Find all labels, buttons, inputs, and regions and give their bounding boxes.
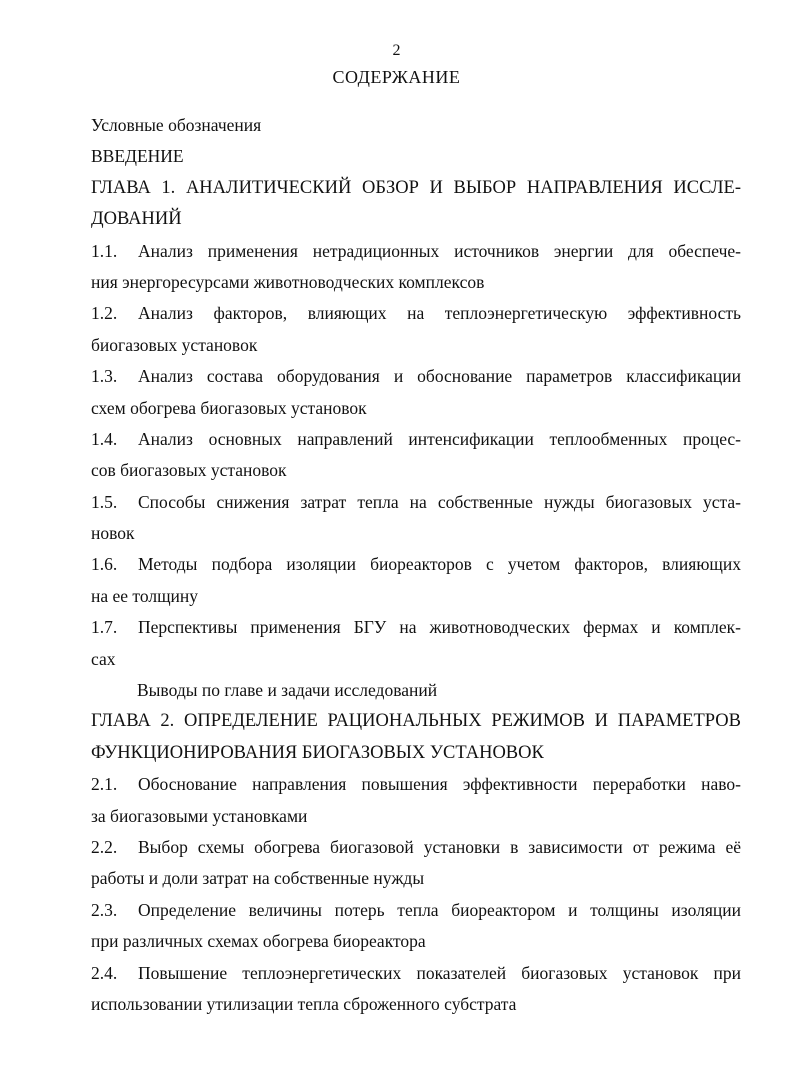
section-title-continued: схем обогрева биогазовых установок (91, 397, 367, 418)
section-title-continued: ния энергоресурсами животноводческих комплексов (91, 271, 485, 292)
chapter-1-heading: ГЛАВА 1. АНАЛИТИЧЕСКИЙ ОБЗОР И ВЫБОР НАПРАВЛЕНИЯ ИССЛЕ- (91, 177, 741, 198)
section-number: 2.4. (91, 962, 118, 983)
section-number: 1.7. (91, 617, 118, 638)
toc-section-1-4 (91, 424, 741, 487)
section-title: Способы снижения затрат тепла на собственные нужды биогазовых уста- (138, 491, 741, 512)
section-title: Определение величины потерь тепла биореактором и толщины изоляции (138, 899, 741, 920)
section-title: Анализ основных направлений интенсификации теплообменных процес- (138, 428, 741, 449)
section-number: 1.5. (91, 491, 118, 512)
chapter-1-heading-continued: ДОВАНИЙ (91, 209, 182, 230)
toc-section-2-2 (91, 832, 741, 895)
section-number: 1.2. (91, 303, 118, 324)
section-title-continued: использовании утилизации тепла сброженного субстрата (91, 993, 517, 1014)
toc-section-1-6 (91, 549, 741, 612)
toc-section-1-5 (91, 487, 741, 550)
section-title-continued: сах (91, 648, 116, 669)
toc-section-2-1 (91, 769, 741, 832)
section-title: Обоснование направления повышения эффективности переработки наво- (138, 774, 741, 795)
toc-section-1-2 (91, 298, 741, 361)
section-number: 1.6. (91, 554, 118, 575)
section-number: 2.3. (91, 899, 118, 920)
section-number: 2.1. (91, 774, 118, 795)
section-number: 2.2. (91, 836, 118, 857)
toc-introduction: ВВЕДЕНИЕ (91, 146, 184, 167)
section-number: 1.1. (91, 240, 118, 261)
chapter-2-heading: ГЛАВА 2. ОПРЕДЕЛЕНИЕ РАЦИОНАЛЬНЫХ РЕЖИМОВ И ПАРАМЕТРОВ (91, 711, 741, 732)
page-title: СОДЕРЖАНИЕ (332, 67, 461, 87)
toc-section-1-7 (91, 612, 741, 675)
table-of-contents (91, 110, 741, 1020)
chapter-1-conclusions: Выводы по главе и задачи исследований (137, 680, 438, 701)
section-number: 1.3. (91, 366, 118, 387)
section-title: Перспективы применения БГУ на животноводческих фермах и комплек- (138, 617, 741, 638)
page-number: 2 (392, 42, 401, 59)
toc-section-2-4 (91, 958, 741, 1021)
toc-section-2-3 (91, 895, 741, 958)
section-title: Анализ применения нетрадиционных источников энергии для обеспече- (138, 240, 741, 261)
section-number: 1.4. (91, 428, 118, 449)
section-title: Методы подбора изоляции биореакторов с учетом факторов, влияющих (138, 554, 741, 575)
section-title-continued: работы и доли затрат на собственные нужды (91, 868, 425, 889)
toc-section-1-3 (91, 361, 741, 424)
chapter-2-heading-continued: ФУНКЦИОНИРОВАНИЯ БИОГАЗОВЫХ УСТАНОВОК (91, 742, 544, 763)
section-title: Анализ состава оборудования и обоснование параметров классификации (138, 366, 741, 387)
toc-section-1-1 (91, 236, 741, 299)
section-title: Анализ факторов, влияющих на теплоэнергетическую эффективность (138, 303, 741, 324)
section-title-continued: на ее толщину (91, 585, 199, 606)
section-title-continued: новок (91, 523, 135, 544)
section-title: Выбор схемы обогрева биогазовой установки в зависимости от режима её (138, 836, 741, 857)
section-title-continued: сов биогазовых установок (91, 460, 287, 481)
section-title-continued: при различных схемах обогрева биореактора (91, 931, 426, 952)
section-title-continued: за биогазовыми установками (91, 805, 308, 826)
section-title-continued: биогазовых установок (91, 334, 258, 355)
section-title: Повышение теплоэнергетических показателей биогазовых установок при (138, 962, 741, 983)
toc-abbreviations: Условные обозначения (91, 115, 262, 135)
